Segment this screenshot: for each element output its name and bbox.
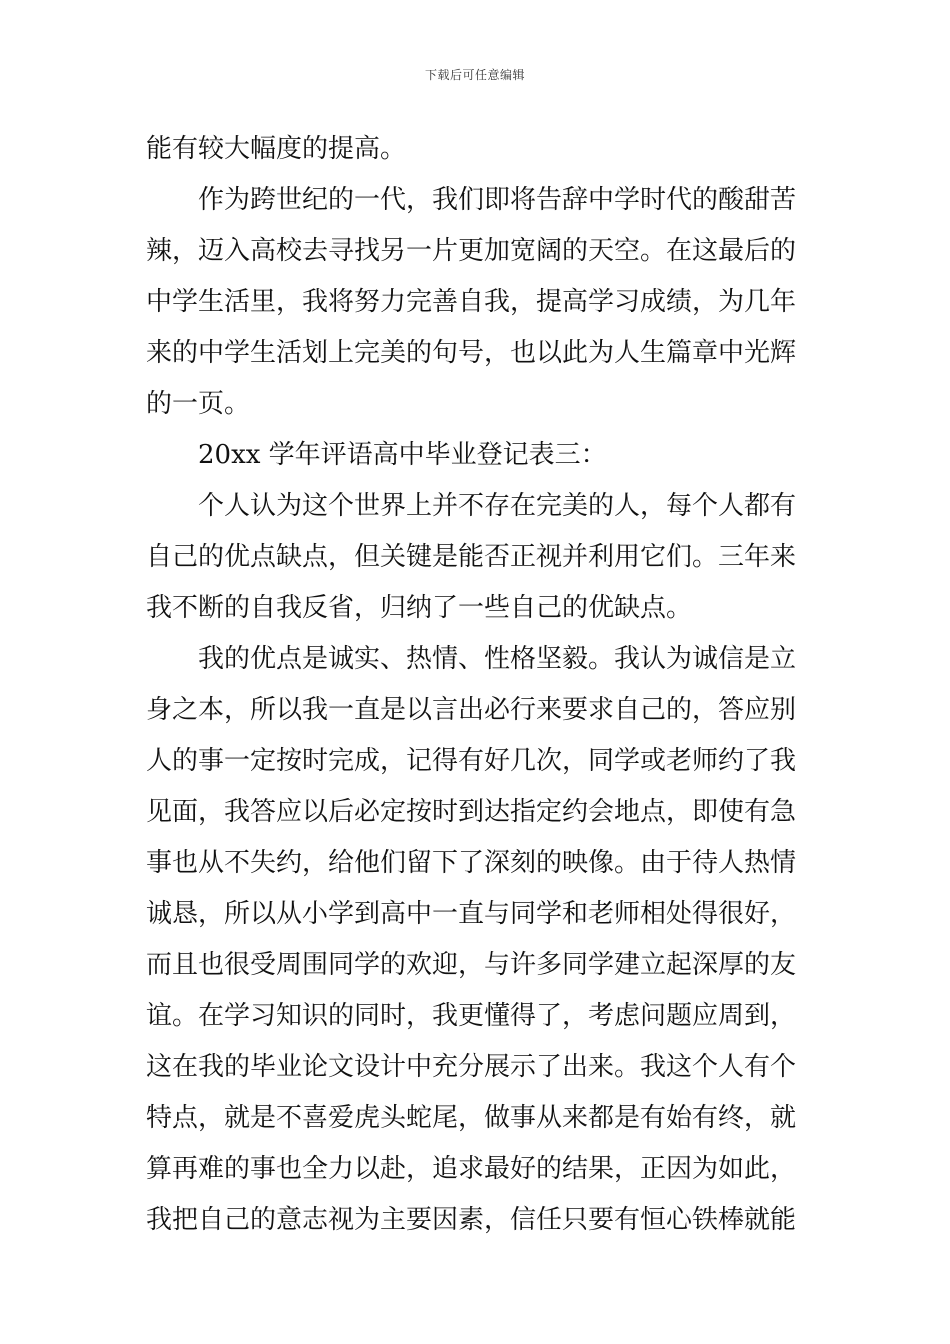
text-line: 事也从不失约，给他们留下了深刻的映像。由于待人热情 xyxy=(146,848,797,878)
text-line: 而且也很受周围同学的欢迎，与许多同学建立起深厚的友 xyxy=(146,950,797,980)
text-line: 算再难的事也全力以赴，追求最好的结果，正因为如此， xyxy=(146,1154,797,1184)
text-line: 我把自己的意志视为主要因素，信任只要有恒心铁棒就能 xyxy=(146,1205,797,1235)
section-heading: 20xx 学年评语高中毕业登记表三： xyxy=(198,440,607,470)
paragraph-start-line: 作为跨世纪的一代，我们即将告辞中学时代的酸甜苦 xyxy=(198,185,797,215)
text-line: 谊。在学习知识的同时，我更懂得了，考虑问题应周到， xyxy=(146,1001,797,1031)
text-line: 辣，迈入高校去寻找另一片更加宽阔的天空。在这最后的 xyxy=(146,236,797,266)
text-line: 自己的优点缺点，但关键是能否正视并利用它们。三年来 xyxy=(146,542,797,572)
text-line: 诚恳，所以从小学到高中一直与同学和老师相处得很好， xyxy=(146,899,797,929)
document-body xyxy=(146,124,810,1246)
text-line: 中学生活里，我将努力完善自我，提高学习成绩，为几年 xyxy=(146,287,797,317)
text-line: 来的中学生活划上完美的句号，也以此为人生篇章中光辉 xyxy=(146,338,797,368)
text-line: 见面，我答应以后必定按时到达指定约会地点，即使有急 xyxy=(146,797,797,827)
text-line: 我不断的自我反省，归纳了一些自己的优缺点。 xyxy=(146,593,693,623)
text-line: 特点，就是不喜爱虎头蛇尾，做事从来都是有始有终，就 xyxy=(146,1103,797,1133)
text-line: 身之本，所以我一直是以言出必行来要求自己的，答应别 xyxy=(146,695,797,725)
text-line: 的一页。 xyxy=(146,389,251,419)
paragraph-start-line: 个人认为这个世界上并不存在完美的人，每个人都有 xyxy=(198,491,797,521)
text-line: 人的事一定按时完成，记得有好几次，同学或老师约了我 xyxy=(146,746,797,776)
text-line: 能有较大幅度的提高。 xyxy=(146,134,407,164)
text-line: 这在我的毕业论文设计中充分展示了出来。我这个人有个 xyxy=(146,1052,797,1082)
paragraph-start-line: 我的优点是诚实、热情、性格坚毅。我认为诚信是立 xyxy=(198,644,797,674)
page-header-note: 下载后可任意编辑 xyxy=(424,68,525,82)
